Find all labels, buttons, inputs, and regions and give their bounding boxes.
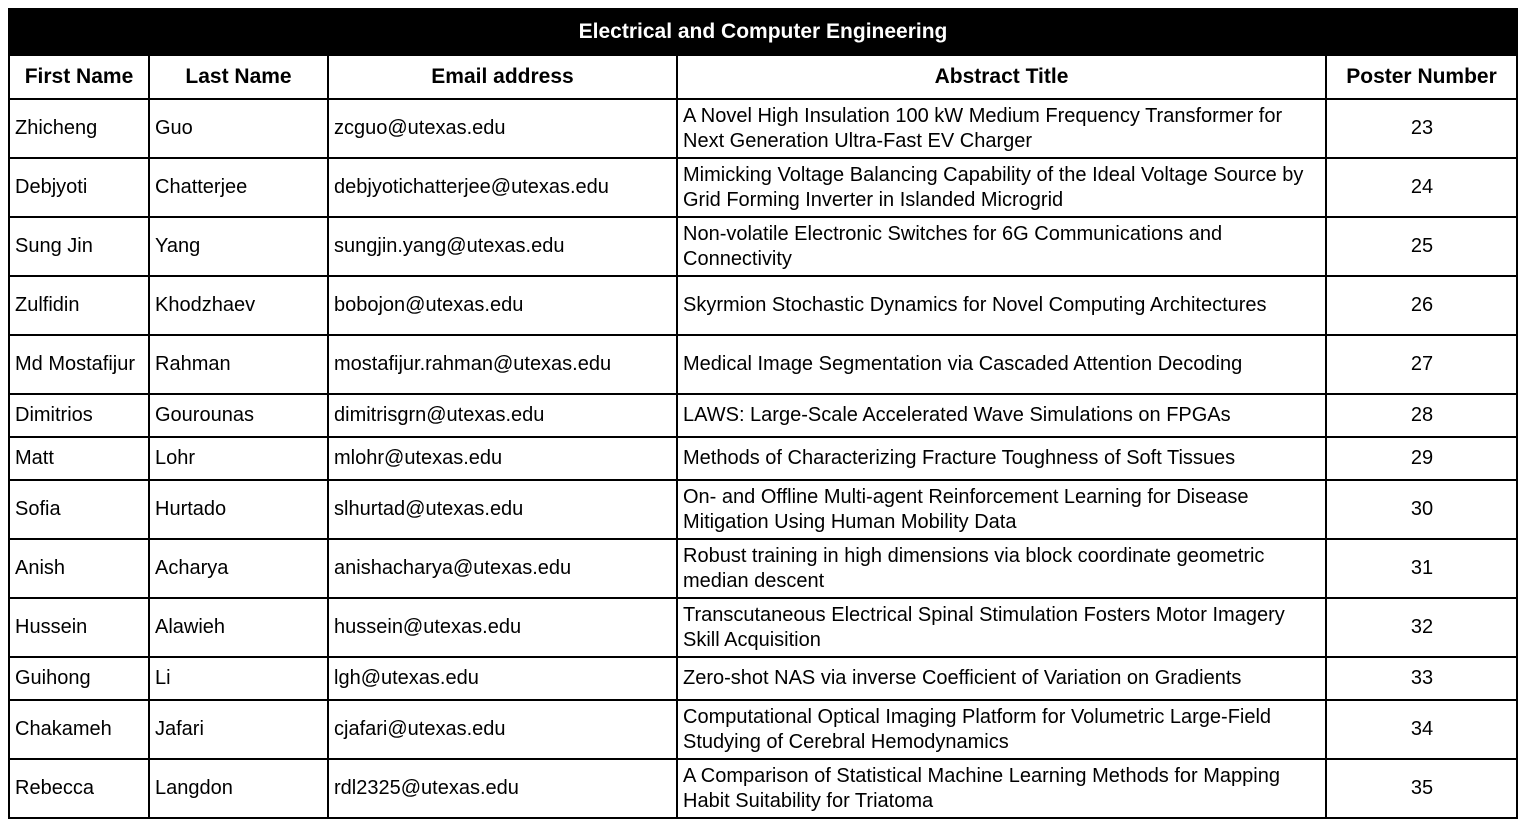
email-cell: mostafijur.rahman@utexas.edu xyxy=(328,335,677,394)
email-cell: hussein@utexas.edu xyxy=(328,598,677,657)
table-row xyxy=(9,99,1517,158)
last-name-cell: Yang xyxy=(149,217,328,276)
first-name-cell: Zhicheng xyxy=(9,99,149,158)
poster-number-cell: 35 xyxy=(1326,759,1517,818)
poster-number-cell: 28 xyxy=(1326,394,1517,437)
table-row xyxy=(9,394,1517,437)
poster-number-cell: 33 xyxy=(1326,657,1517,700)
poster-number-cell: 24 xyxy=(1326,158,1517,217)
first-name-cell: Zulfidin xyxy=(9,276,149,335)
last-name-cell: Rahman xyxy=(149,335,328,394)
poster-number-cell: 32 xyxy=(1326,598,1517,657)
abstract-title-cell: Skyrmion Stochastic Dynamics for Novel Computing Architectures xyxy=(677,276,1326,335)
poster-number-cell: 25 xyxy=(1326,217,1517,276)
last-name-cell: Guo xyxy=(149,99,328,158)
abstract-title-cell: Zero-shot NAS via inverse Coefficient of Variation on Gradients xyxy=(677,657,1326,700)
abstract-title-cell: Transcutaneous Electrical Spinal Stimulation Fosters Motor Imagery Skill Acquisition xyxy=(677,598,1326,657)
first-name-cell: Dimitrios xyxy=(9,394,149,437)
poster-table-container xyxy=(8,8,1516,819)
email-cell: rdl2325@utexas.edu xyxy=(328,759,677,818)
table-row xyxy=(9,598,1517,657)
last-name-cell: Khodzhaev xyxy=(149,276,328,335)
table-row xyxy=(9,759,1517,818)
last-name-cell: Langdon xyxy=(149,759,328,818)
abstract-title-cell: A Novel High Insulation 100 kW Medium Frequency Transformer for Next Generation Ultra-Fast EV Charger xyxy=(677,99,1326,158)
abstract-title-cell: Computational Optical Imaging Platform for Volumetric Large-Field Studying of Cerebral Hemodynamics xyxy=(677,700,1326,759)
header-abstract-title: Abstract Title xyxy=(677,55,1326,99)
poster-table xyxy=(8,8,1518,819)
first-name-cell: Debjyoti xyxy=(9,158,149,217)
abstract-title-cell: Non-volatile Electronic Switches for 6G Communications and Connectivity xyxy=(677,217,1326,276)
poster-number-cell: 31 xyxy=(1326,539,1517,598)
last-name-cell: Chatterjee xyxy=(149,158,328,217)
last-name-cell: Hurtado xyxy=(149,480,328,539)
abstract-title-cell: On- and Offline Multi-agent Reinforcement Learning for Disease Mitigation Using Human Mobility Data xyxy=(677,480,1326,539)
first-name-cell: Sofia xyxy=(9,480,149,539)
last-name-cell: Jafari xyxy=(149,700,328,759)
email-cell: debjyotichatterjee@utexas.edu xyxy=(328,158,677,217)
header-poster-number: Poster Number xyxy=(1326,55,1517,99)
header-last-name: Last Name xyxy=(149,55,328,99)
abstract-title-cell: Methods of Characterizing Fracture Toughness of Soft Tissues xyxy=(677,437,1326,480)
email-cell: dimitrisgrn@utexas.edu xyxy=(328,394,677,437)
email-cell: sungjin.yang@utexas.edu xyxy=(328,217,677,276)
first-name-cell: Anish xyxy=(9,539,149,598)
abstract-title-cell: Mimicking Voltage Balancing Capability of the Ideal Voltage Source by Grid Forming Inverter in Islanded Microgrid xyxy=(677,158,1326,217)
table-title: Electrical and Computer Engineering xyxy=(9,9,1517,55)
abstract-title-cell: A Comparison of Statistical Machine Learning Methods for Mapping Habit Suitability for Triatoma xyxy=(677,759,1326,818)
table-row xyxy=(9,657,1517,700)
first-name-cell: Chakameh xyxy=(9,700,149,759)
email-cell: lgh@utexas.edu xyxy=(328,657,677,700)
abstract-title-cell: Robust training in high dimensions via block coordinate geometric median descent xyxy=(677,539,1326,598)
last-name-cell: Gourounas xyxy=(149,394,328,437)
table-row xyxy=(9,480,1517,539)
first-name-cell: Md Mostafijur xyxy=(9,335,149,394)
first-name-cell: Matt xyxy=(9,437,149,480)
poster-number-cell: 29 xyxy=(1326,437,1517,480)
column-header-row xyxy=(9,55,1517,99)
first-name-cell: Guihong xyxy=(9,657,149,700)
abstract-title-cell: LAWS: Large-Scale Accelerated Wave Simulations on FPGAs xyxy=(677,394,1326,437)
poster-number-cell: 34 xyxy=(1326,700,1517,759)
poster-number-cell: 23 xyxy=(1326,99,1517,158)
table-row xyxy=(9,700,1517,759)
poster-number-cell: 30 xyxy=(1326,480,1517,539)
email-cell: zcguo@utexas.edu xyxy=(328,99,677,158)
table-row xyxy=(9,539,1517,598)
table-row xyxy=(9,158,1517,217)
abstract-title-cell: Medical Image Segmentation via Cascaded Attention Decoding xyxy=(677,335,1326,394)
first-name-cell: Sung Jin xyxy=(9,217,149,276)
poster-number-cell: 27 xyxy=(1326,335,1517,394)
email-cell: bobojon@utexas.edu xyxy=(328,276,677,335)
last-name-cell: Lohr xyxy=(149,437,328,480)
email-cell: anishacharya@utexas.edu xyxy=(328,539,677,598)
email-cell: mlohr@utexas.edu xyxy=(328,437,677,480)
last-name-cell: Acharya xyxy=(149,539,328,598)
last-name-cell: Alawieh xyxy=(149,598,328,657)
header-email-address: Email address xyxy=(328,55,677,99)
poster-number-cell: 26 xyxy=(1326,276,1517,335)
first-name-cell: Hussein xyxy=(9,598,149,657)
email-cell: slhurtad@utexas.edu xyxy=(328,480,677,539)
table-row xyxy=(9,437,1517,480)
email-cell: cjafari@utexas.edu xyxy=(328,700,677,759)
table-row xyxy=(9,217,1517,276)
table-title-row xyxy=(9,9,1517,55)
table-row xyxy=(9,335,1517,394)
last-name-cell: Li xyxy=(149,657,328,700)
first-name-cell: Rebecca xyxy=(9,759,149,818)
header-first-name: First Name xyxy=(9,55,149,99)
table-row xyxy=(9,276,1517,335)
